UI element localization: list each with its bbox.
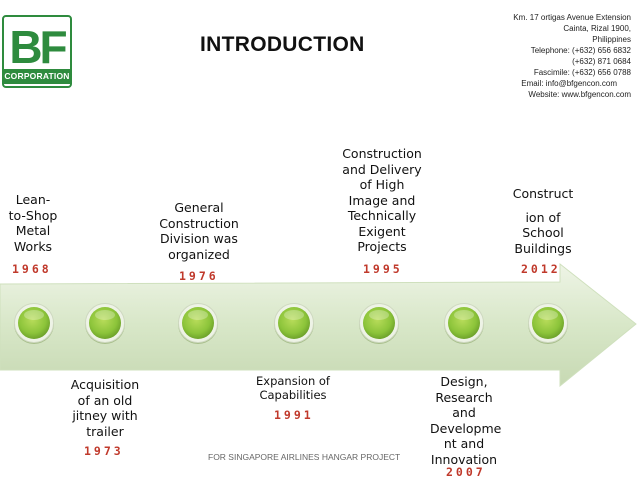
bf-logo-mark [4,19,70,69]
timeline-node-1973 [84,302,126,344]
contact-block [471,12,631,100]
logo-wordmark: CORPORATION [4,69,70,84]
milestone-year-2007: 2007 [446,465,486,479]
contact-line: Philippines [592,35,631,44]
timeline-node-1995 [358,302,400,344]
milestone-year-1995: 1995 [363,262,403,276]
contact-line: Website: www.bfgencon.com [528,90,631,99]
bf-corporation-logo [2,15,72,88]
milestone-year-1968: 1968 [12,262,52,276]
svg-text:BF: BF [9,21,65,69]
footer-note: FOR SINGAPORE AIRLINES HANGAR PROJECT [208,452,401,462]
page-title: INTRODUCTION [200,33,365,56]
milestone-label-expansion: Expansion of Capabilities [256,374,330,402]
timeline-node-2012 [527,302,569,344]
milestone-label-design-research: Design, Research and Developme nt and Innovation [430,374,502,467]
milestone-label-lean-to-shop: Lean- to-Shop Metal Works [8,192,58,254]
milestone-year-1991: 1991 [274,408,314,422]
milestone-year-1976: 1976 [179,269,219,283]
contact-line: Km. 17 ortigas Avenue Extension [513,13,631,22]
contact-line: Telephone: (+632) 656 6832 [530,46,631,55]
contact-line: Fascimile: (+632) 656 0788 [533,68,631,77]
timeline-node-1968 [13,302,55,344]
contact-line: (+632) 871 0684 [572,57,631,66]
milestone-label-school-buildings: Construct ion of School Buildings [512,186,574,256]
milestone-label-general-construction: General Construction Division was organized [159,200,239,262]
timeline-node-1976 [177,302,219,344]
contact-line: Email: info@bfgencon.com [521,79,617,88]
milestone-year-2012: 2012 [521,262,561,276]
timeline-node-1991 [273,302,315,344]
milestone-label-construction-delivery: Construction and Delivery of High Image and Technically Exigent Projects [342,146,422,254]
milestone-year-1973: 1973 [84,444,124,458]
timeline-node-2007 [443,302,485,344]
milestone-label-jitney-acquisition: Acquisition of an old jitney with trailer [70,377,140,439]
contact-line: Cainta, Rizal 1900, [563,24,631,33]
